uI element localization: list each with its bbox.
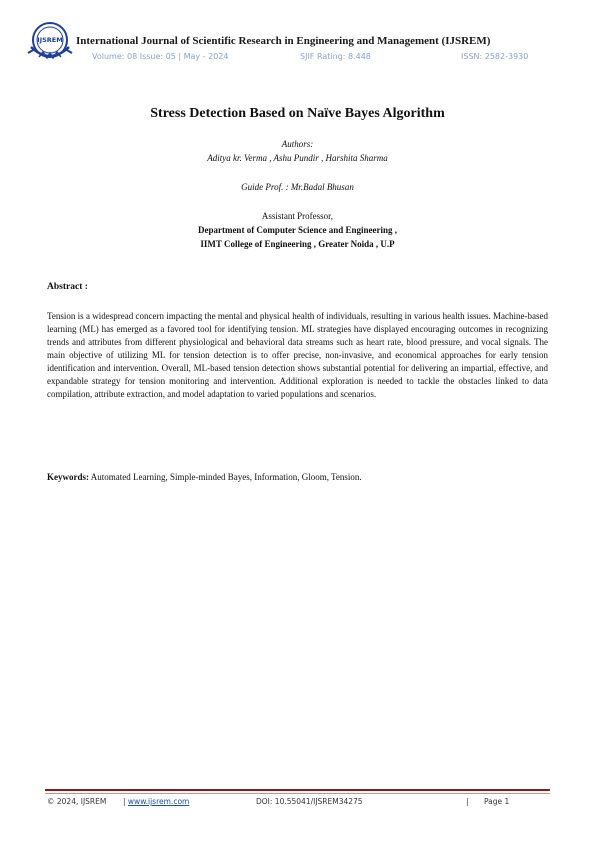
logo-text: IJSREM <box>37 36 63 44</box>
authors-label: Authors: <box>281 139 314 149</box>
footer-rule <box>45 789 550 791</box>
department: Department of Computer Science and Engineering , <box>197 225 398 235</box>
abstract-body: Tension is a widespread concern impacting the mental and physical health of individuals, resulting in various health issues. Machine-based learning (ML) has emerged as a favored tool for identifying tension. ML strategies have displayed encouraging outcomes in recognizing trends and attributes from different physiological and behavioral data streams such as heart rate, blood pressure, and vocal signals. The main objective of utilizing ML for tension detection is to offer precise, non-invasive, and economical approaches for early tension identification and intervention. Overall, ML-based tension detection shows substantial potential for delivering an impartial, effective, and expandable strategy for tension monitoring and intervention. Additional exploration is needed to tackle the obstacles linked to data compilation, attribute extraction, and model adaptation to varied populations and scenarios. <box>47 311 548 400</box>
paper-title: Stress Detection Based on Naïve Bayes Algorithm <box>150 106 445 121</box>
footer-copyright: © 2024, IJSREM <box>47 797 107 806</box>
footer-website-wrap <box>123 797 189 806</box>
page-number: Page 1 <box>484 797 510 806</box>
footer-separator-2: | <box>466 797 469 806</box>
abstract-heading: Abstract : <box>47 282 88 292</box>
guide-name: Guide Prof. : Mr.Badal Bhusan <box>241 182 354 192</box>
author-names: Aditya kr. Verma , Ashu Pundir , Harshita Sharma <box>207 153 388 163</box>
keywords-line <box>47 472 362 482</box>
keywords-label: Keywords: <box>47 472 89 482</box>
footer-separator: | <box>123 797 126 806</box>
issn: ISSN: 2582-3930 <box>461 52 529 61</box>
college: IIMT College of Engineering , Greater Noida , U.P <box>200 239 395 249</box>
sjif-rating: SJIF Rating: 8.448 <box>300 52 371 61</box>
journal-logo <box>25 17 75 67</box>
guide-role: Assistant Professor, <box>261 211 334 221</box>
volume-issue: Volume: 08 Issue: 05 | May - 2024 <box>92 52 229 61</box>
keywords-text: Automated Learning, Simple-minded Bayes, Information, Gloom, Tension. <box>89 472 362 482</box>
website-link[interactable]: www.ijsrem.com <box>127 797 190 806</box>
journal-title: International Journal of Scientific Research in Engineering and Management (IJSREM) <box>76 35 491 47</box>
footer-rule-thin <box>45 793 550 794</box>
footer-doi: DOI: 10.55041/IJSREM34275 <box>256 797 363 806</box>
